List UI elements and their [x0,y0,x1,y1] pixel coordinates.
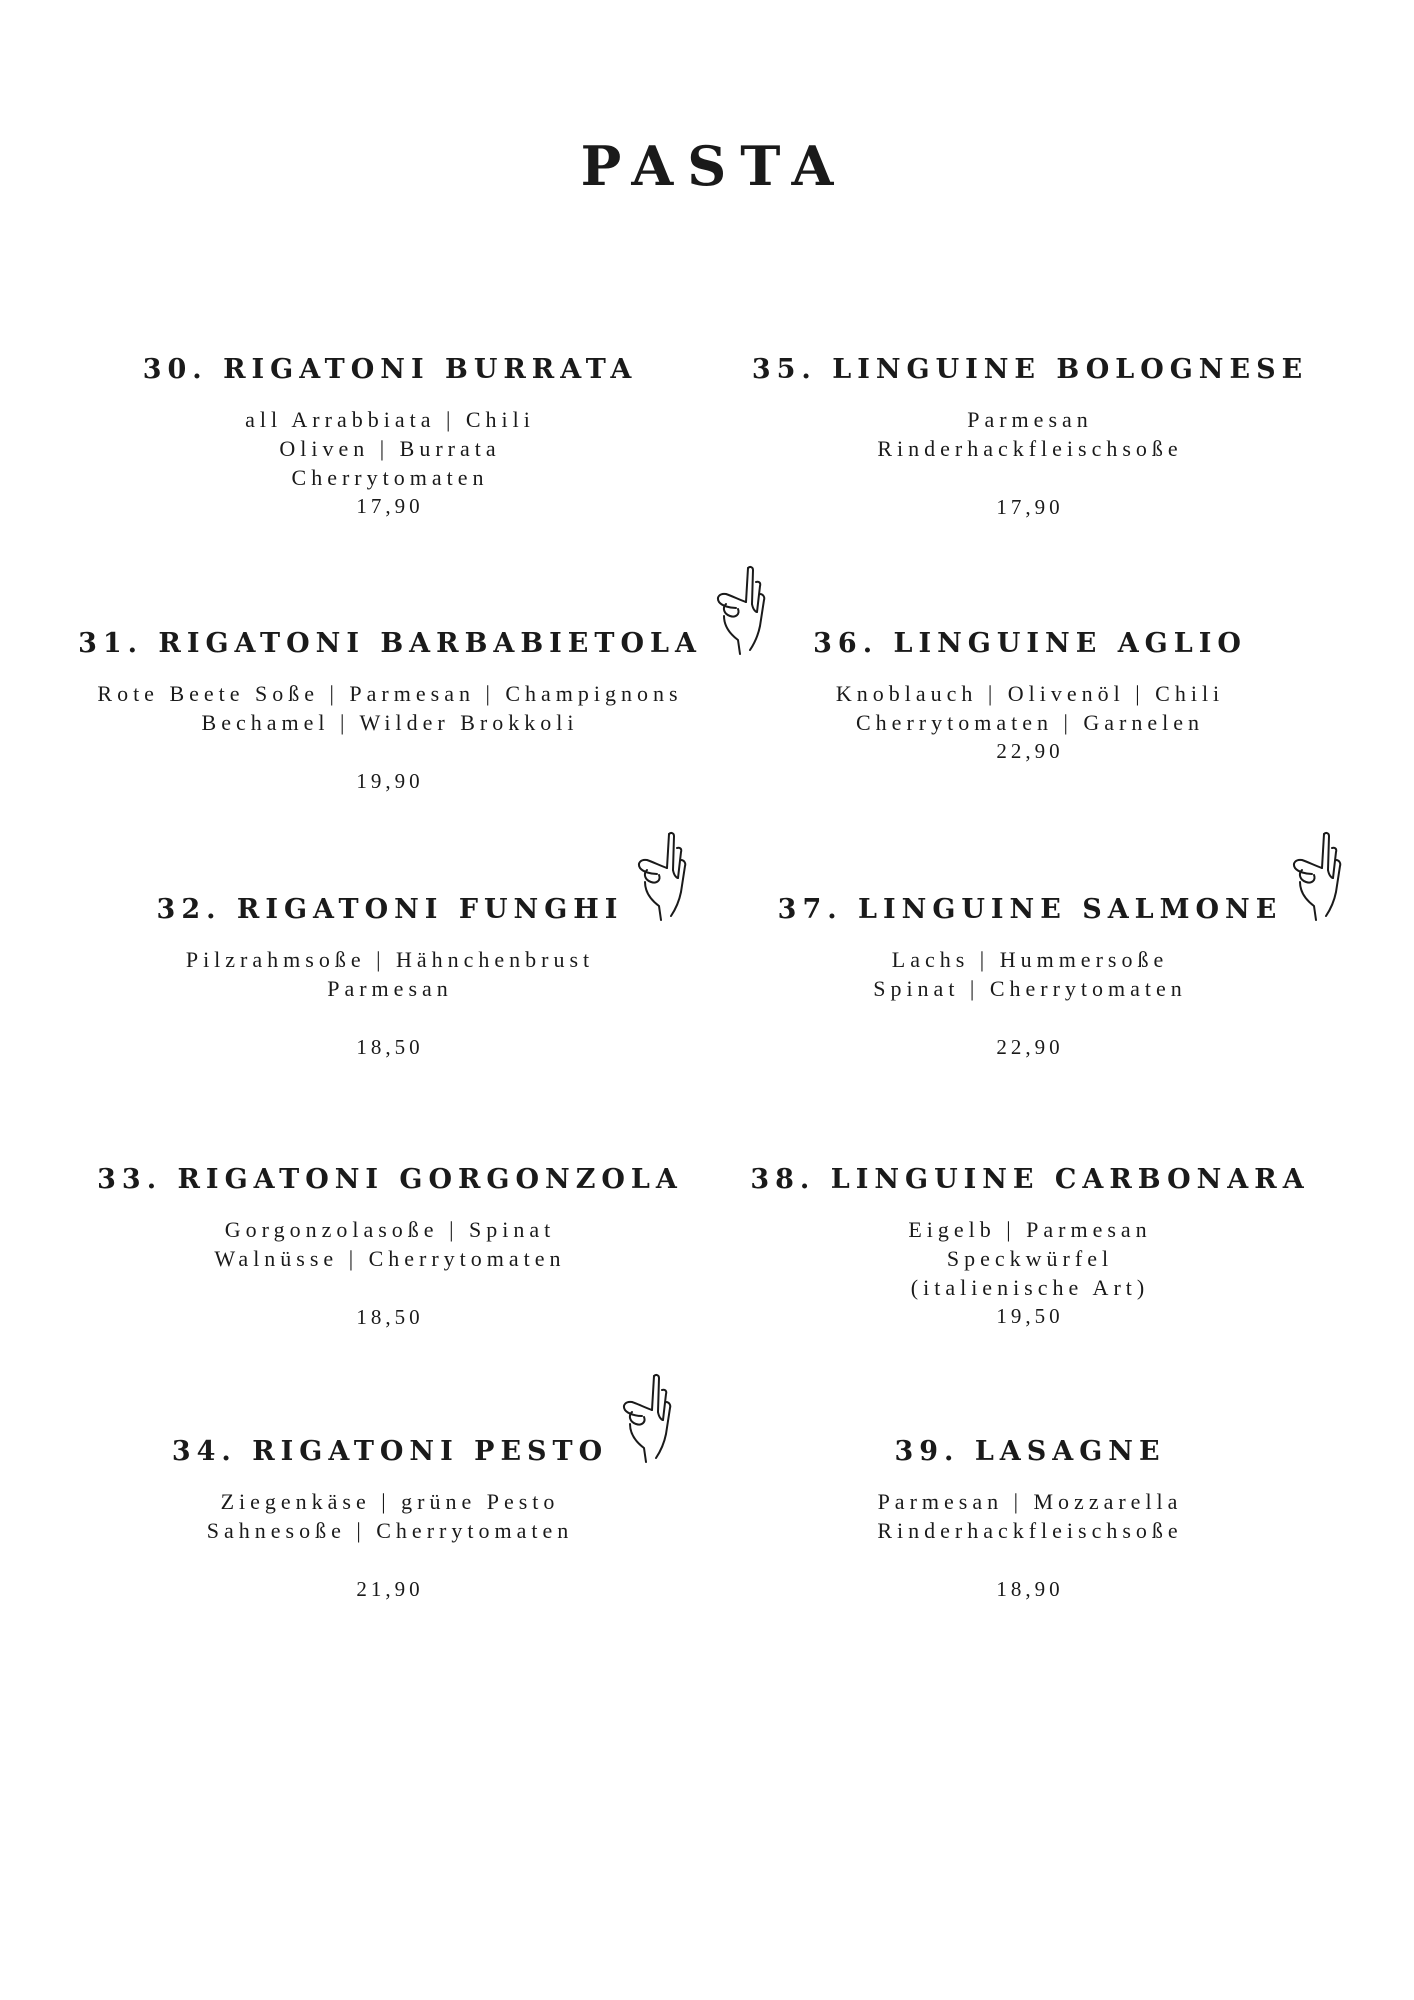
dish-description-line: Cherrytomaten | Garnelen [856,710,1204,735]
menu-item-34 [40,1434,740,1604]
dish-price: 17,90 [996,495,1064,519]
dish-name: 39. LASAGNE [894,1436,1166,1467]
dish-description-line: Pilzrahmsoße | Hähnchenbrust [185,947,595,972]
dish-price: 18,50 [356,1305,424,1329]
menu-item-33 [40,1162,740,1332]
page-title: PASTA [580,134,848,198]
dish-name: 34. RIGATONI PESTO [171,1436,609,1467]
dish-description-line: Rinderhackfleischsoße [877,1518,1183,1543]
dish-description-line: Oliven | Burrata [279,436,501,461]
dish-price: 22,90 [996,1035,1064,1059]
menu-item-37 [680,892,1380,1062]
dish-price: 18,50 [356,1035,424,1059]
menu-item-35 [680,352,1380,522]
dish-description [680,1215,1380,1302]
dish-price: 18,90 [996,1577,1064,1601]
dish-description [40,405,740,492]
dish-description-line: Gorgonzolasoße | Spinat [224,1217,556,1242]
dish-name: 37. LINGUINE SALMONE [777,894,1283,925]
dish-description-line: Lachs | Hummersoße [891,947,1169,972]
dish-name: 30. RIGATONI BURRATA [142,354,638,385]
dish-description-line: Rinderhackfleischsoße [877,436,1183,461]
dish-description [680,945,1380,1003]
dish-description-line: Bechamel | Wilder Brokkoli [201,710,579,735]
dish-description [680,679,1380,737]
dish-description-line: Rote Beete Soße | Parmesan | Champignons [97,681,683,706]
menu-item-31 [40,626,740,796]
ok-hand-icon [616,1372,674,1468]
menu-item-30 [40,352,740,521]
dish-description-line: Walnüsse | Cherrytomaten [214,1246,566,1271]
dish-price: 19,50 [996,1304,1064,1328]
dish-description [680,1487,1380,1545]
dish-description-line: Spinat | Cherrytomaten [873,976,1187,1001]
dish-name: 38. LINGUINE CARBONARA [750,1164,1310,1195]
dish-description [40,1487,740,1545]
ok-hand-icon [1286,830,1344,926]
dish-description [40,1215,740,1273]
dish-description-line: Parmesan [327,976,453,1001]
dish-name: 35. LINGUINE BOLOGNESE [751,354,1309,385]
dish-description-line: Speckwürfel [946,1246,1114,1271]
dish-name: 32. RIGATONI FUNGHI [156,894,624,925]
dish-price: 17,90 [356,494,424,518]
dish-name-wrap [157,892,624,928]
dish-price: 19,90 [356,769,424,793]
dish-description-line: Parmesan | Mozzarella [877,1489,1183,1514]
menu-item-38 [680,1162,1380,1331]
dish-description-line: Cherrytomaten [291,465,489,490]
dish-description-line: Ziegenkäse | grüne Pesto [220,1489,560,1514]
dish-name: 31. RIGATONI BARBABIETOLA [78,628,702,659]
dish-price: 21,90 [356,1577,424,1601]
dish-description [680,405,1380,463]
dish-description-line: (italienische Art) [910,1275,1150,1300]
dish-description-line: Eigelb | Parmesan [908,1217,1152,1242]
dish-name: 33. RIGATONI GORGONZOLA [97,1164,683,1195]
dish-description [40,945,740,1003]
dish-price: 22,90 [996,739,1064,763]
dish-description-line: Sahnesoße | Cherrytomaten [206,1518,574,1543]
menu-item-39 [680,1434,1380,1604]
dish-description-line: all Arrabbiata | Chili [245,407,535,432]
dish-description-line: Knoblauch | Olivenöl | Chili [835,681,1225,706]
dish-name-wrap [172,1434,608,1470]
dish-description [40,679,740,737]
menu-item-36 [680,626,1380,766]
dish-name-wrap [78,626,702,662]
dish-name: 36. LINGUINE AGLIO [813,628,1247,659]
dish-description-line: Parmesan [967,407,1093,432]
dish-name-wrap [778,892,1283,928]
menu-item-32 [40,892,740,1062]
